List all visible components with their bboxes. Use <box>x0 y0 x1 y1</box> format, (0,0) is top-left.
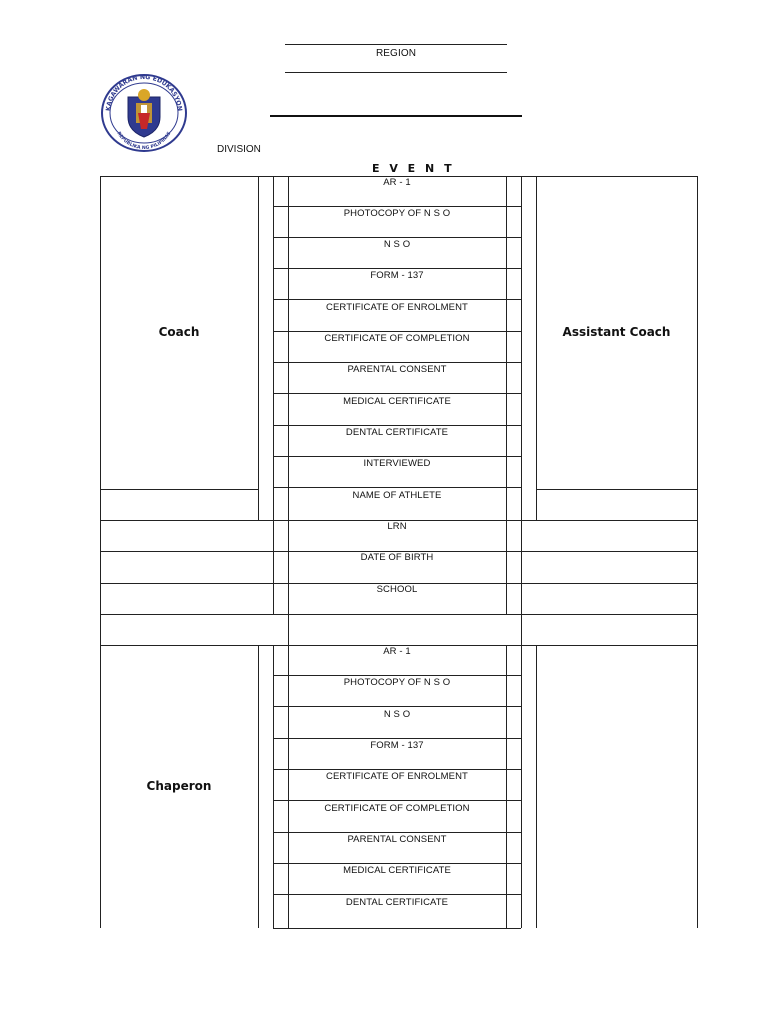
checklist-row-line <box>273 738 521 739</box>
checklist-row-line <box>273 425 521 426</box>
checklist-item-label: LRN <box>387 521 407 532</box>
checkbox-right[interactable] <box>507 333 520 361</box>
checklist-right-col-2 <box>521 645 522 928</box>
seal-top-text: KAGAWARAN NG EDUKASYON <box>104 73 184 112</box>
checklist-item-label: SCHOOL <box>376 584 418 595</box>
checkbox-right[interactable] <box>507 396 520 424</box>
checkbox-left[interactable] <box>274 270 287 298</box>
checkbox-right[interactable] <box>507 364 520 392</box>
region-top-line <box>285 44 507 45</box>
checkbox-left[interactable] <box>274 458 287 486</box>
checkbox-right[interactable] <box>507 709 520 737</box>
checklist-item-label: PHOTOCOPY OF N S O <box>343 677 451 688</box>
checkbox-right[interactable] <box>507 897 520 925</box>
checkbox-left[interactable] <box>274 333 287 361</box>
checkbox-left[interactable] <box>274 302 287 330</box>
checkbox-left[interactable] <box>274 584 287 612</box>
checkbox-left[interactable] <box>274 771 287 799</box>
checkbox-left[interactable] <box>274 897 287 925</box>
checklist-item-label: NAME OF ATHLETE <box>352 490 442 501</box>
checklist-row-line <box>273 863 521 864</box>
checklist-item-label: DATE OF BIRTH <box>360 552 434 563</box>
checkbox-right[interactable] <box>507 584 520 612</box>
checkbox-left[interactable] <box>274 740 287 768</box>
assistant-box-bottom <box>536 489 697 490</box>
checklist-row-line <box>273 331 521 332</box>
deped-seal-logo <box>100 73 188 153</box>
checkbox-right[interactable] <box>507 427 520 455</box>
checklist-item-label: MEDICAL CERTIFICATE <box>343 396 451 407</box>
checklist-row-line <box>273 706 521 707</box>
checklist-row-line <box>273 675 521 676</box>
checklist-item-label: CERTIFICATE OF COMPLETION <box>324 803 470 814</box>
seal-bottom-text: REPUBLIKA NG PILIPINAS <box>115 131 173 152</box>
checkbox-left[interactable] <box>274 677 287 705</box>
checkbox-left[interactable] <box>274 803 287 831</box>
checkbox-left[interactable] <box>274 177 287 205</box>
checklist-item-label: CERTIFICATE OF COMPLETION <box>324 333 470 344</box>
checkbox-right[interactable] <box>507 677 520 705</box>
assistant-box-left-2 <box>536 645 537 928</box>
checklist-row-line <box>273 206 521 207</box>
checklist-row-line <box>273 237 521 238</box>
region-label: REGION <box>375 48 417 59</box>
checklist-item-label: AR - 1 <box>383 177 411 188</box>
checklist-item-label: DENTAL CERTIFICATE <box>345 427 449 438</box>
coach-box-right <box>258 176 259 520</box>
checklist-row-line <box>273 487 521 488</box>
checklist-row-line <box>273 268 521 269</box>
checklist-item-label: CERTIFICATE OF ENROLMENT <box>326 771 468 782</box>
checkbox-left[interactable] <box>274 521 287 549</box>
checkbox-right[interactable] <box>507 521 520 549</box>
checklist-item-label: DENTAL CERTIFICATE <box>345 897 449 908</box>
checkbox-right[interactable] <box>507 834 520 862</box>
chaperon-box-right <box>258 645 259 928</box>
checkbox-left[interactable] <box>274 427 287 455</box>
checkbox-left[interactable] <box>274 552 287 580</box>
checkbox-left[interactable] <box>274 239 287 267</box>
row-line-614 <box>100 614 697 615</box>
checklist-row-line <box>273 393 521 394</box>
chaperon-label: Chaperon <box>146 779 212 793</box>
checkbox-left[interactable] <box>274 208 287 236</box>
checklist-item-label: AR - 1 <box>383 646 411 657</box>
checklist-right-col <box>521 176 522 645</box>
checkbox-right[interactable] <box>507 740 520 768</box>
checklist-item-label: PARENTAL CONSENT <box>347 834 447 845</box>
checklist-item-label: MEDICAL CERTIFICATE <box>343 865 451 876</box>
checklist-row-line <box>273 800 521 801</box>
outer-left-border <box>100 176 101 645</box>
block2-bottom <box>273 928 521 929</box>
checklist-item-label: CERTIFICATE OF ENROLMENT <box>326 302 468 313</box>
checkbox-right[interactable] <box>507 771 520 799</box>
checkbox-right[interactable] <box>507 270 520 298</box>
outer-right-border-2 <box>697 645 698 928</box>
checklist-row-line <box>273 299 521 300</box>
checklist-item-label: FORM - 137 <box>370 270 424 281</box>
checkbox-left[interactable] <box>274 396 287 424</box>
checkbox-right[interactable] <box>507 239 520 267</box>
checkbox-right[interactable] <box>507 490 520 518</box>
checkbox-right[interactable] <box>507 208 520 236</box>
region-bottom-line <box>285 72 507 73</box>
assistant-coach-label: Assistant Coach <box>562 325 671 339</box>
checkbox-left[interactable] <box>274 364 287 392</box>
division-label: DIVISION <box>217 144 261 155</box>
coach-box-bottom <box>100 489 258 490</box>
checkbox-left[interactable] <box>274 646 287 674</box>
checkbox-right[interactable] <box>507 803 520 831</box>
checkbox-right[interactable] <box>507 646 520 674</box>
outer-right-border <box>697 176 698 645</box>
checkbox-right[interactable] <box>507 865 520 893</box>
checklist-row-line <box>273 832 521 833</box>
checkbox-left[interactable] <box>274 709 287 737</box>
checklist-row-line <box>273 894 521 895</box>
checklist-row-line <box>273 362 521 363</box>
checkbox-left[interactable] <box>274 865 287 893</box>
checkbox-right[interactable] <box>507 302 520 330</box>
checklist-item-label: PHOTOCOPY OF N S O <box>343 208 451 219</box>
checkbox-right[interactable] <box>507 552 520 580</box>
checklist-row-line <box>273 769 521 770</box>
assistant-box-left <box>536 176 537 520</box>
checklist-item-label: FORM - 137 <box>370 740 424 751</box>
checklist-item-label: N S O <box>383 239 411 250</box>
checklist-row-line <box>273 456 521 457</box>
checklist-item-label: PARENTAL CONSENT <box>347 364 447 375</box>
checkbox-left[interactable] <box>274 490 287 518</box>
checkbox-right[interactable] <box>507 458 520 486</box>
event-title: E V E N T <box>372 162 455 175</box>
division-input-line[interactable] <box>270 115 522 117</box>
checkbox-right[interactable] <box>507 177 520 205</box>
checkbox-left[interactable] <box>274 834 287 862</box>
checklist-item-label: INTERVIEWED <box>363 458 431 469</box>
checklist-item-label: N S O <box>383 709 411 720</box>
coach-label: Coach <box>158 325 200 339</box>
